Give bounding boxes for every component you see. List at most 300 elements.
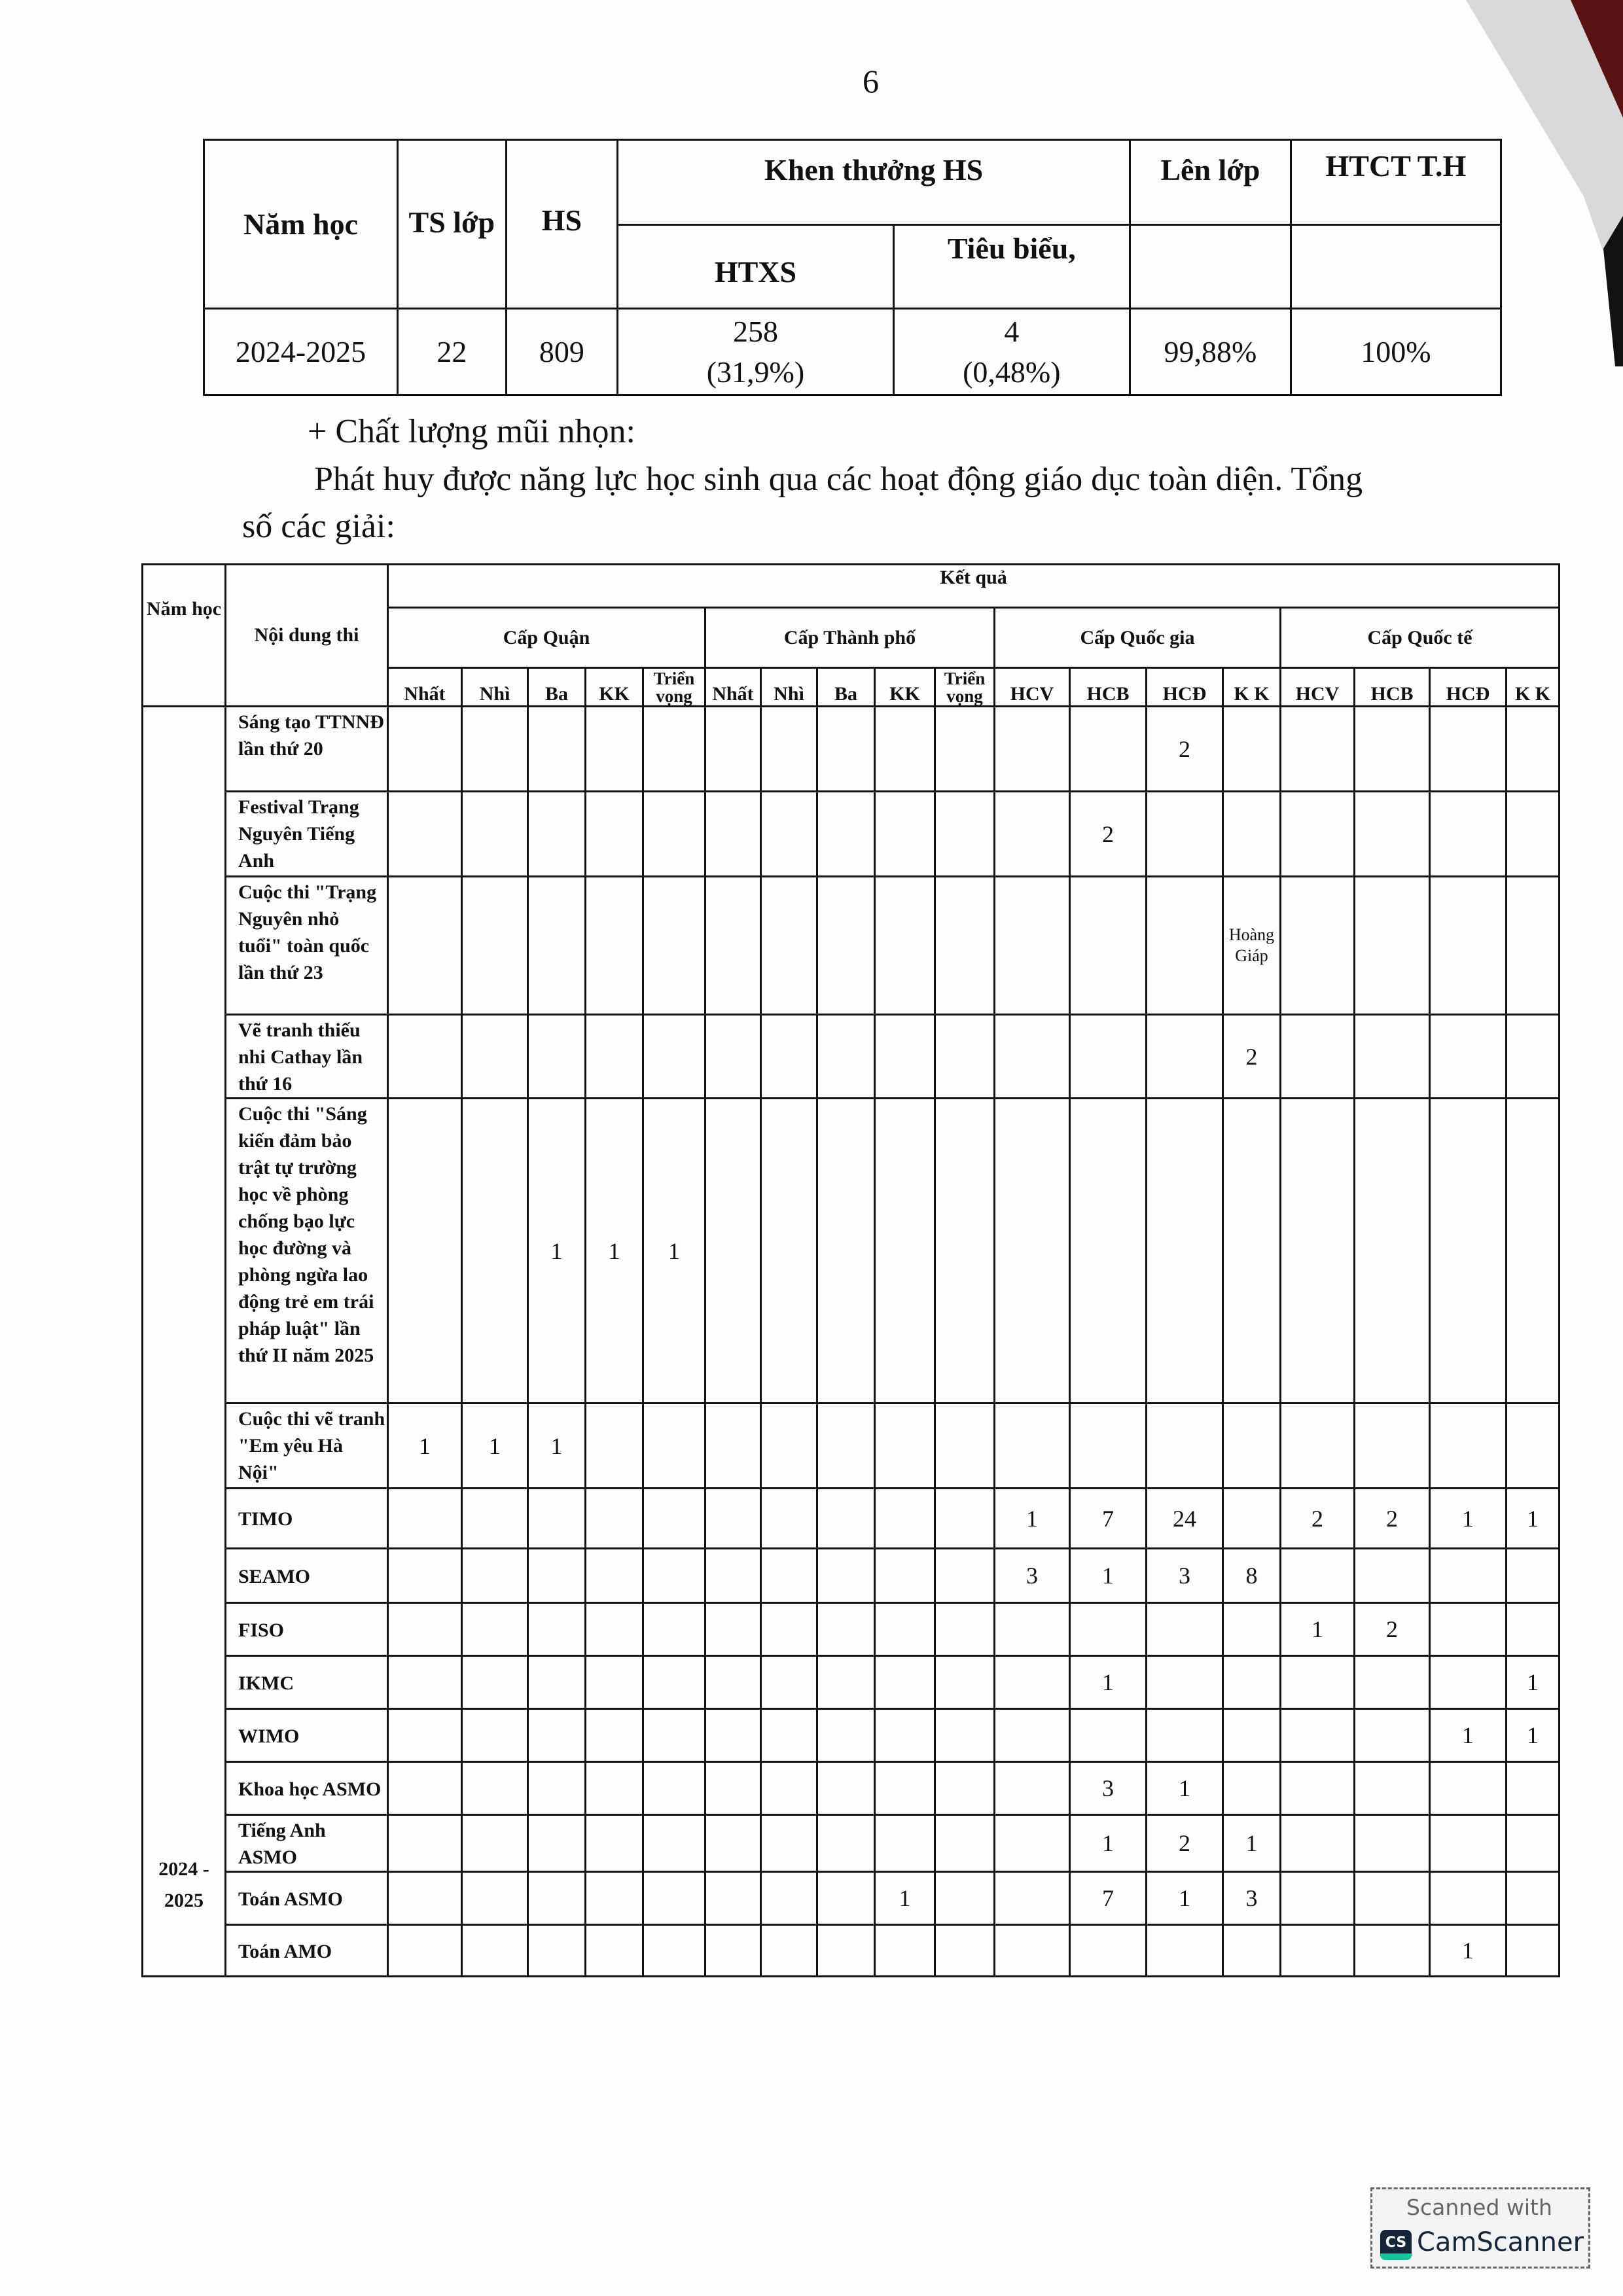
header-sub-column: KK bbox=[875, 668, 935, 707]
cell-value bbox=[705, 1015, 761, 1099]
cell-value: 3 bbox=[1223, 1872, 1281, 1925]
cell-value: 1 bbox=[1223, 1815, 1281, 1872]
cell-value bbox=[1281, 1925, 1355, 1977]
table-row bbox=[143, 1404, 1560, 1489]
cell-value: 2 bbox=[1147, 1815, 1223, 1872]
header-sub-column: HCV bbox=[1281, 668, 1355, 707]
paragraph-line-2: số các giải: bbox=[242, 508, 395, 545]
camscanner-logo-icon: CS bbox=[1380, 2230, 1412, 2260]
cell-value: 1 bbox=[1507, 1489, 1560, 1549]
cell-value bbox=[761, 1815, 817, 1872]
cell-value bbox=[875, 1656, 935, 1709]
cell-value bbox=[817, 1015, 875, 1099]
cell-value: 1 bbox=[388, 1404, 462, 1489]
header-level: Cấp Thành phố bbox=[705, 608, 995, 668]
cell-value bbox=[1223, 1603, 1281, 1656]
table-row bbox=[143, 1015, 1560, 1099]
cell-content: Vẽ tranh thiếu nhi Cathay lần thứ 16 bbox=[226, 1015, 388, 1099]
cell-value bbox=[462, 1015, 528, 1099]
cell-content: IKMC bbox=[226, 1656, 388, 1709]
cell-content: TIMO bbox=[226, 1489, 388, 1549]
cell-value bbox=[1223, 707, 1281, 792]
cell-value bbox=[995, 1404, 1070, 1489]
cell-value bbox=[875, 1762, 935, 1815]
cell-value: 1 bbox=[1070, 1656, 1147, 1709]
header-sub-column: Ba bbox=[817, 668, 875, 707]
cell-value bbox=[586, 1762, 643, 1815]
cell-value bbox=[995, 707, 1070, 792]
cell-value bbox=[528, 1656, 586, 1709]
cell-value bbox=[643, 792, 705, 877]
table-row bbox=[143, 1762, 1560, 1815]
header-year-label: Năm học bbox=[146, 598, 222, 620]
cell-value bbox=[995, 792, 1070, 877]
cell-value: 1 bbox=[1147, 1762, 1223, 1815]
cell-content: Khoa học ASMO bbox=[226, 1762, 388, 1815]
cell-value bbox=[643, 1603, 705, 1656]
cell-content: Tiếng Anh ASMO bbox=[226, 1815, 388, 1872]
cell-value: 24 bbox=[1147, 1489, 1223, 1549]
table-row bbox=[143, 1549, 1560, 1603]
cell-value bbox=[1430, 877, 1507, 1015]
cell-value bbox=[705, 1762, 761, 1815]
cell-value bbox=[875, 707, 935, 792]
cell-value bbox=[643, 707, 705, 792]
table-row bbox=[143, 792, 1560, 877]
cell-value bbox=[586, 1489, 643, 1549]
cell-value bbox=[1430, 1099, 1507, 1404]
cell-value: 1 bbox=[1281, 1603, 1355, 1656]
table-row bbox=[143, 1603, 1560, 1656]
cell-value bbox=[1355, 877, 1430, 1015]
header-sub-column: Ba bbox=[528, 668, 586, 707]
section-heading: + Chất lượng mũi nhọn: bbox=[308, 413, 636, 450]
cell-value bbox=[1281, 1015, 1355, 1099]
cell-value bbox=[817, 1709, 875, 1762]
cell-value bbox=[705, 1404, 761, 1489]
cell-value bbox=[705, 792, 761, 877]
cell-value bbox=[1507, 1762, 1560, 1815]
htxs-count: 258 bbox=[732, 314, 778, 348]
cell-value bbox=[1070, 1603, 1147, 1656]
cell-value bbox=[1281, 1404, 1355, 1489]
cell-value bbox=[528, 1815, 586, 1872]
cell-value bbox=[643, 1872, 705, 1925]
cell-value: 2 bbox=[1070, 792, 1147, 877]
cell-value bbox=[462, 1815, 528, 1872]
cell-value: 1 bbox=[1430, 1709, 1507, 1762]
header-sub-column: Triển vọng bbox=[935, 668, 995, 707]
cell-value bbox=[643, 1709, 705, 1762]
cell-year: 2024-2025 bbox=[204, 309, 398, 395]
cell-value bbox=[761, 1656, 817, 1709]
cell-value bbox=[1507, 1404, 1560, 1489]
header-level: Cấp Quận bbox=[388, 608, 705, 668]
cell-value bbox=[528, 877, 586, 1015]
header-sub-column: Triển vọng bbox=[643, 668, 705, 707]
cell-content: WIMO bbox=[226, 1709, 388, 1762]
cell-value bbox=[643, 1549, 705, 1603]
cell-content: Festival Trạng Nguyên Tiếng Anh bbox=[226, 792, 388, 877]
cell-value: 1 bbox=[875, 1872, 935, 1925]
cell-value bbox=[586, 1603, 643, 1656]
cell-value bbox=[761, 877, 817, 1015]
cell-content: Cuộc thi "Trạng Nguyên nhỏ tuổi" toàn quốc lần thứ 23 bbox=[226, 877, 388, 1015]
cell-value bbox=[1223, 1404, 1281, 1489]
cell-value bbox=[1147, 1015, 1223, 1099]
cell-value bbox=[1507, 1099, 1560, 1404]
cell-value bbox=[1430, 792, 1507, 877]
cell-value bbox=[462, 1099, 528, 1404]
cell-value bbox=[1355, 1656, 1430, 1709]
cell-value bbox=[875, 877, 935, 1015]
cell-value bbox=[817, 1549, 875, 1603]
cell-value bbox=[1223, 1925, 1281, 1977]
cell-value: 2 bbox=[1355, 1489, 1430, 1549]
cell-value bbox=[1281, 1656, 1355, 1709]
cell-value bbox=[586, 1015, 643, 1099]
cell-value bbox=[462, 1656, 528, 1709]
watermark-brand: CamScanner bbox=[1417, 2227, 1584, 2257]
header-sub-column: HCB bbox=[1355, 668, 1430, 707]
cell-value bbox=[1355, 792, 1430, 877]
cell-value bbox=[817, 1762, 875, 1815]
cell-value bbox=[462, 1549, 528, 1603]
cell-value bbox=[761, 1015, 817, 1099]
cell-value bbox=[1070, 1404, 1147, 1489]
cell-value bbox=[643, 877, 705, 1015]
cell-value bbox=[1507, 707, 1560, 792]
cell-value bbox=[761, 1762, 817, 1815]
cell-value bbox=[705, 1603, 761, 1656]
cell-value bbox=[995, 1603, 1070, 1656]
cell-value bbox=[935, 1656, 995, 1709]
cell-value bbox=[528, 1872, 586, 1925]
table-row bbox=[143, 1872, 1560, 1925]
cell-content: Toán AMO bbox=[226, 1925, 388, 1977]
cell-value: 1 bbox=[1070, 1549, 1147, 1603]
cell-value bbox=[761, 792, 817, 877]
cell-value: 1 bbox=[586, 1099, 643, 1404]
cell-value bbox=[388, 1872, 462, 1925]
cell-value bbox=[995, 1925, 1070, 1977]
cell-value bbox=[1430, 707, 1507, 792]
cell-value bbox=[528, 1489, 586, 1549]
cell-value bbox=[875, 1489, 935, 1549]
cell-value: Hoàng Giáp bbox=[1223, 877, 1281, 1015]
cell-value bbox=[1430, 1762, 1507, 1815]
cell-value bbox=[1430, 1549, 1507, 1603]
table-row bbox=[143, 1099, 1560, 1404]
cell-value bbox=[875, 792, 935, 877]
cell-value bbox=[935, 877, 995, 1015]
cell-value bbox=[705, 1099, 761, 1404]
cell-value bbox=[817, 707, 875, 792]
cell-value bbox=[528, 1762, 586, 1815]
cell-value bbox=[1281, 1709, 1355, 1762]
cell-value bbox=[1070, 1015, 1147, 1099]
cell-value bbox=[586, 877, 643, 1015]
header-students: HS bbox=[506, 140, 618, 309]
cell-value bbox=[935, 1015, 995, 1099]
header-promotion: Lên lớp bbox=[1130, 140, 1291, 225]
header-htxs: HTXS bbox=[618, 225, 893, 309]
cell-value: 3 bbox=[1147, 1549, 1223, 1603]
header-sub-column: Nhất bbox=[388, 668, 462, 707]
page-number: 6 bbox=[863, 63, 879, 99]
cell-value bbox=[528, 1015, 586, 1099]
cell-value: 2 bbox=[1223, 1015, 1281, 1099]
cell-value bbox=[817, 1815, 875, 1872]
header-sub-column: K K bbox=[1507, 668, 1560, 707]
cell-value bbox=[875, 1603, 935, 1656]
cell-value bbox=[1281, 1549, 1355, 1603]
header-sub-column: Nhất bbox=[705, 668, 761, 707]
cell-value bbox=[875, 1815, 935, 1872]
cell-value bbox=[817, 1656, 875, 1709]
cell-value bbox=[388, 1549, 462, 1603]
cell-value bbox=[761, 1489, 817, 1549]
cell-value bbox=[875, 1709, 935, 1762]
cell-value bbox=[388, 877, 462, 1015]
cell-value bbox=[935, 1709, 995, 1762]
cell-value bbox=[1223, 1656, 1281, 1709]
cell-value bbox=[817, 1925, 875, 1977]
table-row bbox=[143, 707, 1560, 792]
cell-value: 1 bbox=[528, 1404, 586, 1489]
table-row bbox=[143, 1925, 1560, 1977]
cell-value bbox=[1147, 1603, 1223, 1656]
cell-value bbox=[643, 1015, 705, 1099]
cell-value bbox=[875, 1015, 935, 1099]
cell-value bbox=[1281, 1872, 1355, 1925]
cell-value bbox=[817, 792, 875, 877]
cell-value bbox=[462, 1489, 528, 1549]
cell-value bbox=[875, 1099, 935, 1404]
cell-value bbox=[1355, 1872, 1430, 1925]
cell-value bbox=[1070, 707, 1147, 792]
cell-value bbox=[1430, 1872, 1507, 1925]
cell-value bbox=[705, 877, 761, 1015]
cell-value bbox=[1355, 1099, 1430, 1404]
cell-value bbox=[995, 1656, 1070, 1709]
header-year bbox=[143, 565, 226, 707]
paragraph-line-1: Phát huy được năng lực học sinh qua các hoạt động giáo dục toàn diện. Tổng bbox=[314, 461, 1363, 498]
header-tieu-bieu: Tiêu biểu, bbox=[893, 225, 1130, 309]
cell-value bbox=[1070, 1709, 1147, 1762]
cell-value bbox=[1147, 1099, 1223, 1404]
table-row bbox=[143, 1656, 1560, 1709]
cell-value bbox=[1355, 1549, 1430, 1603]
cell-value bbox=[388, 1603, 462, 1656]
cell-value bbox=[462, 1925, 528, 1977]
cell-tieu-bieu bbox=[893, 309, 1130, 395]
cell-value bbox=[705, 1872, 761, 1925]
cell-value bbox=[1281, 707, 1355, 792]
cell-value bbox=[462, 1872, 528, 1925]
cell-value: 7 bbox=[1070, 1872, 1147, 1925]
header-year: Năm học bbox=[204, 140, 398, 309]
cell-value bbox=[1430, 1603, 1507, 1656]
cell-value bbox=[1507, 1925, 1560, 1977]
cell-value bbox=[935, 1603, 995, 1656]
cell-value bbox=[1070, 1099, 1147, 1404]
cell-value bbox=[935, 1872, 995, 1925]
cell-value: 2 bbox=[1355, 1603, 1430, 1656]
cell-value bbox=[705, 1549, 761, 1603]
cell-value bbox=[1355, 1015, 1430, 1099]
cell-value bbox=[935, 1762, 995, 1815]
table-row bbox=[143, 1709, 1560, 1762]
cell-value bbox=[1507, 1815, 1560, 1872]
cell-content: SEAMO bbox=[226, 1549, 388, 1603]
cell-value: 1 bbox=[1147, 1872, 1223, 1925]
cell-value bbox=[995, 1709, 1070, 1762]
header-sub-column: HCĐ bbox=[1430, 668, 1507, 707]
cell-htxs bbox=[618, 309, 893, 395]
table-row bbox=[143, 1815, 1560, 1872]
cell-content: Cuộc thi vẽ tranh "Em yêu Hà Nội" bbox=[226, 1404, 388, 1489]
cell-value bbox=[388, 1099, 462, 1404]
cell-value bbox=[643, 1925, 705, 1977]
cell-value bbox=[935, 1489, 995, 1549]
cell-value bbox=[1507, 1872, 1560, 1925]
cell-value bbox=[761, 1709, 817, 1762]
cell-value bbox=[705, 1709, 761, 1762]
cell-value bbox=[875, 1404, 935, 1489]
summary-table bbox=[203, 139, 1502, 396]
cell-value bbox=[1355, 1404, 1430, 1489]
cell-classes: 22 bbox=[398, 309, 507, 395]
tieu-bieu-percent: (0,48%) bbox=[963, 355, 1061, 389]
cell-value bbox=[1147, 1709, 1223, 1762]
cell-value bbox=[388, 1815, 462, 1872]
cell-value bbox=[705, 1489, 761, 1549]
cell-content: Toán ASMO bbox=[226, 1872, 388, 1925]
cell-students: 809 bbox=[506, 309, 618, 395]
cell-value bbox=[761, 1404, 817, 1489]
cell-value bbox=[1355, 707, 1430, 792]
cell-value bbox=[817, 1404, 875, 1489]
cell-value bbox=[586, 792, 643, 877]
awards-table bbox=[141, 563, 1560, 1977]
cell-value bbox=[817, 1603, 875, 1656]
cell-value bbox=[995, 1762, 1070, 1815]
cell-value bbox=[643, 1656, 705, 1709]
header-sub-column: K K bbox=[1223, 668, 1281, 707]
cell-value bbox=[528, 1925, 586, 1977]
cell-value bbox=[586, 707, 643, 792]
cell-value bbox=[462, 877, 528, 1015]
cell-value bbox=[935, 792, 995, 877]
cell-value bbox=[528, 707, 586, 792]
cell-value bbox=[1281, 1815, 1355, 1872]
cell-value bbox=[935, 1815, 995, 1872]
cell-value bbox=[1507, 1015, 1560, 1099]
cell-value bbox=[388, 792, 462, 877]
cell-value bbox=[643, 1489, 705, 1549]
cell-value bbox=[388, 707, 462, 792]
cell-value bbox=[761, 1872, 817, 1925]
cell-value bbox=[586, 1656, 643, 1709]
header-sub-column: HCV bbox=[995, 668, 1070, 707]
cell-content: FISO bbox=[226, 1603, 388, 1656]
cell-value bbox=[1507, 877, 1560, 1015]
cell-content: Cuộc thi "Sáng kiến đảm bảo trật tự trường học về phòng chống bạo lực học đường và phòng ngừa lao động trẻ em trái pháp luật" lần thứ II năm 2025 bbox=[226, 1099, 388, 1404]
table-row bbox=[143, 1489, 1560, 1549]
cell-value bbox=[462, 707, 528, 792]
cell-value bbox=[586, 1404, 643, 1489]
header-result: Kết quả bbox=[388, 565, 1560, 608]
cell-content: Sáng tạo TTNNĐ lần thứ 20 bbox=[226, 707, 388, 792]
cell-value bbox=[1281, 1099, 1355, 1404]
cell-value: 2 bbox=[1147, 707, 1223, 792]
cell-value bbox=[705, 1656, 761, 1709]
cell-value bbox=[388, 1656, 462, 1709]
cell-value bbox=[643, 1762, 705, 1815]
cell-completion: 100% bbox=[1291, 309, 1501, 395]
cell-value: 7 bbox=[1070, 1489, 1147, 1549]
cell-value bbox=[1070, 1925, 1147, 1977]
cell-value bbox=[462, 1603, 528, 1656]
cell-value bbox=[761, 707, 817, 792]
cell-value: 1 bbox=[1430, 1489, 1507, 1549]
cell-value bbox=[1430, 1656, 1507, 1709]
cell-promotion: 99,88% bbox=[1130, 309, 1291, 395]
cell-value bbox=[1507, 792, 1560, 877]
cell-value bbox=[1223, 1489, 1281, 1549]
cell-value bbox=[995, 877, 1070, 1015]
cell-value bbox=[528, 792, 586, 877]
cell-value bbox=[1355, 1762, 1430, 1815]
cell-value bbox=[761, 1925, 817, 1977]
cell-value bbox=[875, 1549, 935, 1603]
header-classes: TS lớp bbox=[398, 140, 507, 309]
cell-value bbox=[995, 1815, 1070, 1872]
cell-value bbox=[1281, 792, 1355, 877]
cell-value: 1 bbox=[1430, 1925, 1507, 1977]
cell-value bbox=[388, 1925, 462, 1977]
cell-value: 1 bbox=[462, 1404, 528, 1489]
cell-value: 3 bbox=[1070, 1762, 1147, 1815]
cell-value bbox=[586, 1925, 643, 1977]
cell-value bbox=[995, 1872, 1070, 1925]
cell-value bbox=[586, 1872, 643, 1925]
cell-value bbox=[817, 1099, 875, 1404]
header-level: Cấp Quốc gia bbox=[995, 608, 1281, 668]
cell-value bbox=[817, 1872, 875, 1925]
cell-value bbox=[1430, 1015, 1507, 1099]
camscanner-watermark bbox=[1370, 2187, 1590, 2269]
cell-value bbox=[1281, 877, 1355, 1015]
cell-value bbox=[995, 1015, 1070, 1099]
cell-value: 1 bbox=[643, 1099, 705, 1404]
cell-value bbox=[761, 1549, 817, 1603]
empty-cell bbox=[1130, 225, 1291, 309]
cell-value bbox=[462, 792, 528, 877]
table-row bbox=[143, 877, 1560, 1015]
cell-value bbox=[1355, 1925, 1430, 1977]
cell-value bbox=[935, 707, 995, 792]
cell-value bbox=[817, 877, 875, 1015]
cell-value bbox=[1507, 1549, 1560, 1603]
cell-value: 1 bbox=[1507, 1709, 1560, 1762]
cell-value bbox=[1355, 1709, 1430, 1762]
cell-value bbox=[817, 1489, 875, 1549]
cell-value bbox=[875, 1925, 935, 1977]
cell-value bbox=[995, 1099, 1070, 1404]
tieu-bieu-count: 4 bbox=[1004, 314, 1020, 348]
